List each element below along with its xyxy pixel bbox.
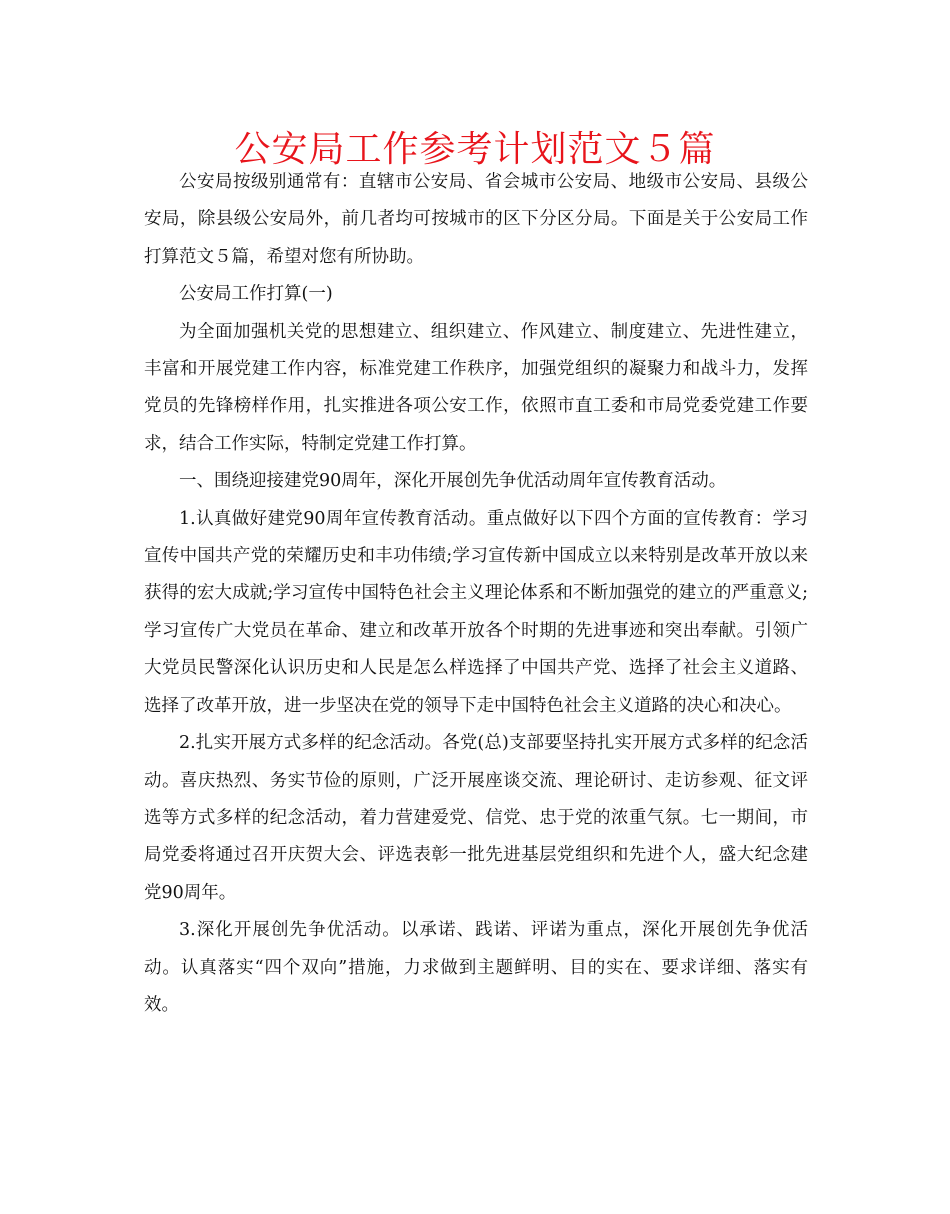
document-body <box>144 164 808 1024</box>
document-title: 公安局工作参考计划范文５篇 <box>234 129 716 170</box>
paragraph-item-one: 一、围绕迎接建党90周年，深化开展创先争优活动周年宣传教育活动。 <box>179 471 727 492</box>
paragraph-point-1: 1.认真做好建党90周年宣传教育活动。重点做好以下四个方面的宣传教育：学习宣传中国共产党的荣耀历史和丰功伟绩;学习宣传新中国成立以来特别是改革开放以来获得的宏大成就;学习宣传中国特色社会主义理论体系和不断加强党的建立的严重意义;学习宣传广大党员在革命、建立和改革开放各个时期的先进事迹和突出奉献。引领广大党员民警深化认识历史和人民是怎么样选择了中国共产党、选择了社会主义道路、选择了改革开放，进一步坚决在党的领导下走中国特色社会主义道路的决心和决心。 <box>144 508 808 716</box>
paragraph-point-3: 3.深化开展创先争优活动。以承诺、践诺、评诺为重点，深化开展创先争优活动。认真落实“四个双向”措施，力求做到主题鲜明、目的实在、要求详细、落实有效。 <box>144 920 808 1015</box>
paragraph-intro: 公安局按级别通常有：直辖市公安局、省会城市公安局、地级市公安局、县级公安局，除县级公安局外，前几者均可按城市的区下分区分局。下面是关于公安局工作打算范文５篇，希望对您有所协助。 <box>144 172 808 267</box>
paragraph-section-heading: 公安局工作打算(一) <box>179 284 333 305</box>
paragraph-purpose: 为全面加强机关党的思想建立、组织建立、作风建立、制度建立、先进性建立，丰富和开展党建工作内容，标准党建工作秩序，加强党组织的凝聚力和战斗力，发挥党员的先锋榜样作用，扎实推进各项公安工作，依照市直工委和市局党委党建工作要求，结合工作实际，特制定党建工作打算。 <box>144 321 808 454</box>
paragraph-point-2: 2.扎实开展方式多样的纪念活动。各党(总)支部要坚持扎实开展方式多样的纪念活动。喜庆热烈、务实节俭的原则，广泛开展座谈交流、理论研讨、走访参观、征文评选等方式多样的纪念活动，着力营建爱党、信党、忠于党的浓重气氛。七一期间，市局党委将通过召开庆贺大会、评选表彰一批先进基层党组织和先进个人，盛大纪念建党90周年。 <box>144 733 808 903</box>
